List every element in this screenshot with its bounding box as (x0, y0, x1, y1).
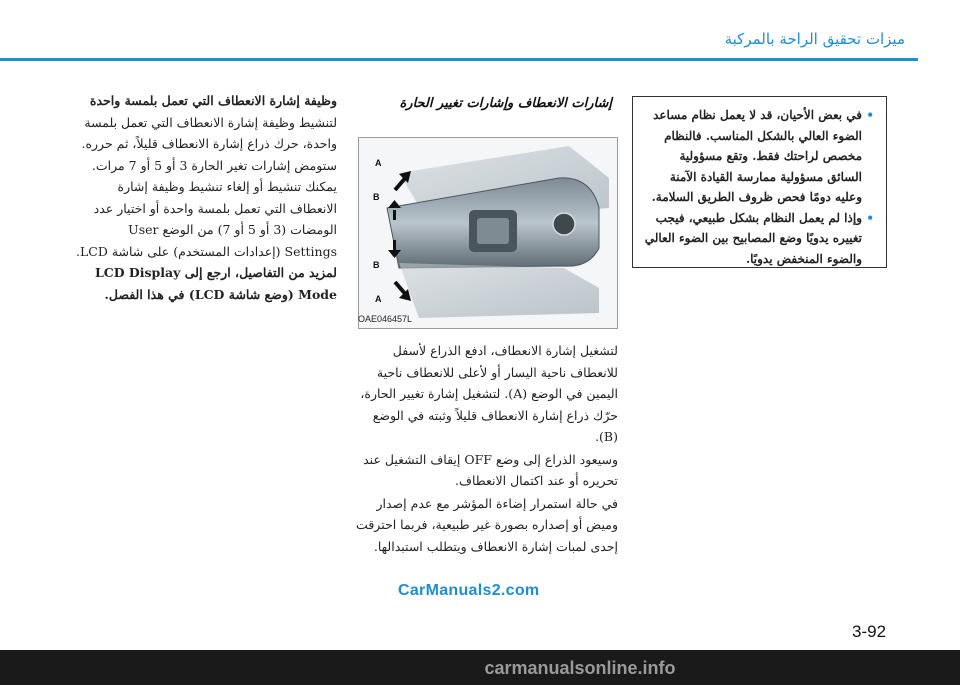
left-paragraph: يمكنك تنشيط أو إلغاء تنشيط وظيفة إشارة الانعطاف التي تعمل بلمسة واحدة أو اختيار عدد الومضات (3 أو 5 أو 7) من الوضع User Settings (إعدادات المستخدم) على شاشة LCD. (75, 179, 337, 259)
notice-list (633, 97, 886, 269)
left-paragraph: ستومض إشارات تغير الحارة 3 أو 5 أو 7 مرات. (91, 157, 337, 173)
bullet-icon: • (866, 108, 874, 122)
notice-item (641, 208, 874, 270)
label-b-bottom: B (373, 260, 380, 270)
header-rule (0, 58, 918, 61)
notice-box (632, 96, 887, 268)
label-a-bottom: A (375, 294, 382, 304)
section-heading: إشارات الانعطاف وإشارات تغيير الحارة (399, 96, 612, 111)
one-touch-heading: وظيفة إشارة الانعطاف التي تعمل بلمسة واحدة (89, 93, 337, 108)
middle-paragraph: وسيعود الذراع إلى وضع OFF إيقاف التشغيل عند تحريره أو عند اكتمال الانعطاف. (363, 451, 618, 488)
watermark: CarManuals2.com (398, 582, 540, 599)
notice-item (641, 105, 874, 208)
notice-text: وإذا لم يعمل النظام بشكل طبيعي، فيجب تغييره يدويًا وضع المصابيح بين الضوء العالي والضوء المنخفض يدويًا. (644, 210, 862, 266)
left-column (75, 90, 337, 305)
footer-site[interactable]: carmanualsonline.info (484, 658, 676, 678)
figure-code: OAE046457L (358, 314, 413, 324)
headlight-switch-icon (553, 213, 575, 235)
turn-signal-lever-illustration (359, 138, 617, 328)
notice-text: في بعض الأحيان، قد لا يعمل نظام مساعد الضوء العالي بالشكل المناسب. فالنظام مخصص لراحتك فقط. وتقع مسؤولية السائق مسؤولية ممارسة القيادة الآمنة وعليه دومًا فحص ظروف الطريق السلامة. (651, 108, 862, 204)
header-rule-extension (0, 59, 110, 60)
bullet-icon: • (866, 210, 874, 225)
page-number: 3-92 (852, 622, 887, 641)
left-paragraph: لمزيد من التفاصيل، ارجع إلى LCD Display Mode (وضع شاشة LCD) في هذا الفصل. (94, 265, 337, 302)
lever-figure (358, 137, 618, 329)
middle-paragraph: في حالة استمرار إضاءة المؤشر مع عدم إصدار وميض أو إصداره بصورة غير طبيعية، فربما احترقت إحدى لمبات إشارة الانعطاف ويتطلب استبدالها. (356, 495, 618, 554)
middle-paragraph: لتشغيل إشارة الانعطاف، ادفع الذراع لأسفل للانعطاف ناحية اليسار أو لأعلى للانعطاف ناحية اليمين في الوضع (A). لتشغيل إشارة تغيير الحارة، حرّك ذراع إشارة الانعطاف قليلاً وثبته في الوضع (B). (360, 343, 618, 444)
header-title: ميزات تحقيق الراحة بالمركبة (724, 30, 905, 48)
left-paragraph: لتنشيط وظيفة إشارة الانعطاف التي تعمل بلمسة واحدة، حرك ذراع إشارة الانعطاف قليلاً، ثم حرره. (81, 114, 337, 151)
label-b-top: B (373, 192, 380, 202)
label-a-top: A (375, 158, 382, 168)
middle-column (350, 340, 618, 558)
